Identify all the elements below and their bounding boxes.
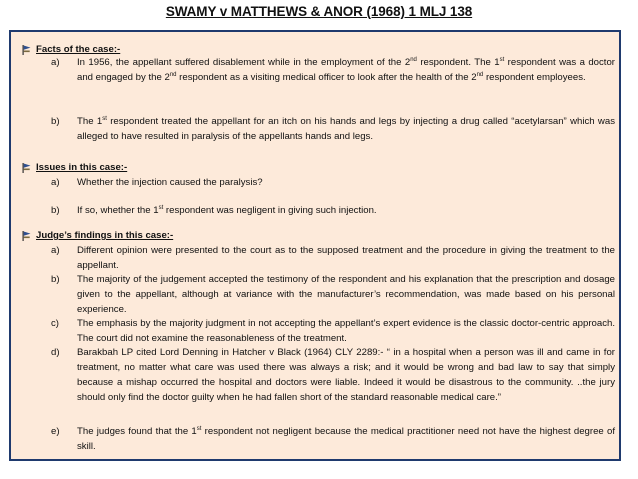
item-marker: a) xyxy=(51,57,60,68)
item-text: The judges found that the 1st respondent not negligent because the medical practitioner need not have the highest degree of skill. xyxy=(77,425,615,452)
flag-bullet-icon xyxy=(22,45,31,55)
item-text: Different opinion were presented to the court as to the supposed treatment and the procedure in giving the treatment to the appellant. xyxy=(77,245,615,271)
item-marker: b) xyxy=(51,274,60,285)
issues-heading: Issues in this case:- xyxy=(36,162,128,173)
item-text: In 1956, the appellant suffered disablement while in the employment of the 2nd respondent. The 1st respondent was a doctor and engaged by the 2nd respondent as a visiting medical officer to look after the health of the 2nd respondent employees. xyxy=(77,56,616,83)
item-text: The majority of the judgement accepted the testimony of the respondent and his explanation that the prescription and dosage given to the appellant, although at variance with the manufacturer’s recommendation, was made based on his personal experience. xyxy=(77,274,615,315)
item-text: Barakbah LP cited Lord Denning in Hatcher v Black (1964) CLY 2289:- “ in a hospital when a person was ill and came in for treatment, no matter what care was used there was always a risk; and it would be wrong and bad law to say that simply because a mishap occurred the hospital and doctors were liable. Indeed it would be disastrous to the community. ..the jury should only find the doctor guilty when he had fallen short of the standard reasonable medical care.” xyxy=(77,347,615,403)
item-text: The 1st respondent treated the appellant for an itch on his hands and legs by injecting a drug called “acetylarsan” which was alleged to have resulted in paralysis of the appellants hands and legs. xyxy=(77,115,615,142)
flag-bullet-icon xyxy=(22,231,31,241)
item-marker: b) xyxy=(51,205,60,216)
item-marker: a) xyxy=(51,245,60,256)
facts-heading: Facts of the case:- xyxy=(36,44,121,55)
item-text: The emphasis by the majority judgment in not accepting the appellant’s expert evidence is the classic doctor-centric approach. The court did not examine the reasonableness of the treatment. xyxy=(77,318,615,344)
page-title: SWAMY v MATTHEWS & ANOR (1968) 1 MLJ 138 xyxy=(165,4,473,19)
item-marker: c) xyxy=(51,318,59,329)
item-marker: b) xyxy=(51,116,60,127)
content-panel xyxy=(9,30,621,461)
flag-bullet-icon xyxy=(22,163,31,173)
item-text: Whether the injection caused the paralysis? xyxy=(77,177,263,188)
item-marker: a) xyxy=(51,177,60,188)
item-text: If so, whether the 1st respondent was negligent in giving such injection. xyxy=(77,204,377,216)
findings-heading: Judge’s findings in this case:- xyxy=(36,230,174,241)
item-marker: e) xyxy=(51,426,60,437)
item-marker: d) xyxy=(51,347,60,358)
